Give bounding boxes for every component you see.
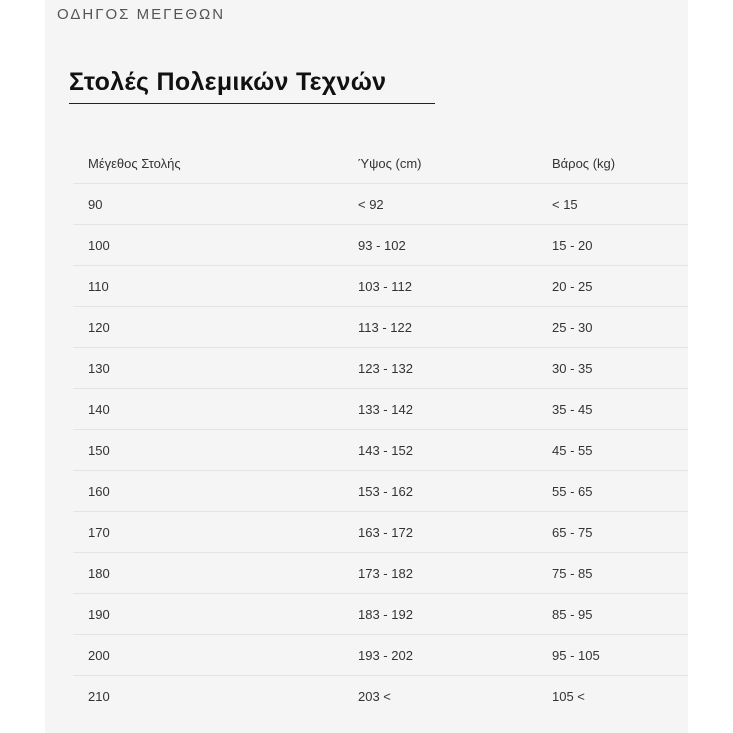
table-row bbox=[73, 430, 688, 471]
cell-weight: 15 - 20 bbox=[552, 225, 688, 266]
table-row bbox=[73, 512, 688, 553]
column-header-weight: Βάρος (kg) bbox=[552, 143, 688, 184]
table-row bbox=[73, 266, 688, 307]
column-header-size: Μέγεθος Στολής bbox=[73, 143, 358, 184]
table-row bbox=[73, 553, 688, 594]
cell-size: 200 bbox=[73, 635, 358, 676]
cell-size: 100 bbox=[73, 225, 358, 266]
cell-size: 110 bbox=[73, 266, 358, 307]
cell-height: 93 - 102 bbox=[358, 225, 552, 266]
cell-weight: 35 - 45 bbox=[552, 389, 688, 430]
cell-weight: 30 - 35 bbox=[552, 348, 688, 389]
cell-height: 163 - 172 bbox=[358, 512, 552, 553]
cell-size: 170 bbox=[73, 512, 358, 553]
cell-weight: 25 - 30 bbox=[552, 307, 688, 348]
cell-height: 143 - 152 bbox=[358, 430, 552, 471]
cell-weight: 95 - 105 bbox=[552, 635, 688, 676]
table-row bbox=[73, 348, 688, 389]
table-row bbox=[73, 635, 688, 676]
cell-weight: 45 - 55 bbox=[552, 430, 688, 471]
table-row bbox=[73, 594, 688, 635]
table-row bbox=[73, 389, 688, 430]
cell-height: 103 - 112 bbox=[358, 266, 552, 307]
cell-height: 203 < bbox=[358, 688, 391, 704]
page-title: Στολές Πολεμικών Τεχνών bbox=[69, 68, 435, 104]
size-table bbox=[73, 143, 688, 716]
cell-size: 120 bbox=[73, 307, 358, 348]
cell-height: 133 - 142 bbox=[358, 389, 552, 430]
cell-height: 183 - 192 bbox=[358, 594, 552, 635]
size-guide-label: ΟΔΗΓΟΣ ΜΕΓΕΘΩΝ bbox=[57, 6, 226, 23]
cell-weight: 20 - 25 bbox=[552, 266, 688, 307]
table-row bbox=[73, 307, 688, 348]
cell-weight: 65 - 75 bbox=[552, 512, 688, 553]
table-row bbox=[73, 676, 688, 717]
cell-height: 193 - 202 bbox=[358, 635, 552, 676]
cell-height: 173 - 182 bbox=[358, 553, 552, 594]
cell-weight: 105 < bbox=[552, 688, 585, 704]
size-guide-panel bbox=[45, 0, 688, 733]
cell-height: 123 - 132 bbox=[358, 348, 552, 389]
table-row bbox=[73, 184, 688, 225]
cell-weight: 85 - 95 bbox=[552, 594, 688, 635]
cell-size: 130 bbox=[73, 348, 358, 389]
cell-height: 113 - 122 bbox=[358, 307, 552, 348]
cell-size: 90 bbox=[73, 184, 358, 225]
cell-size: 150 bbox=[73, 430, 358, 471]
cell-weight: 75 - 85 bbox=[552, 553, 688, 594]
table-body bbox=[73, 184, 688, 717]
cell-size: 190 bbox=[73, 594, 358, 635]
column-header-height: Ύψος (cm) bbox=[358, 143, 552, 184]
cell-size: 210 bbox=[88, 688, 110, 704]
cell-size: 140 bbox=[73, 389, 358, 430]
cell-size: 160 bbox=[73, 471, 358, 512]
cell-weight: 55 - 65 bbox=[552, 471, 688, 512]
cell-size: 180 bbox=[73, 553, 358, 594]
table-header-row bbox=[73, 143, 688, 184]
cell-height: 153 - 162 bbox=[358, 471, 552, 512]
cell-weight: < 15 bbox=[552, 184, 688, 225]
table-row bbox=[73, 471, 688, 512]
cell-height: < 92 bbox=[358, 184, 552, 225]
table-row bbox=[73, 225, 688, 266]
